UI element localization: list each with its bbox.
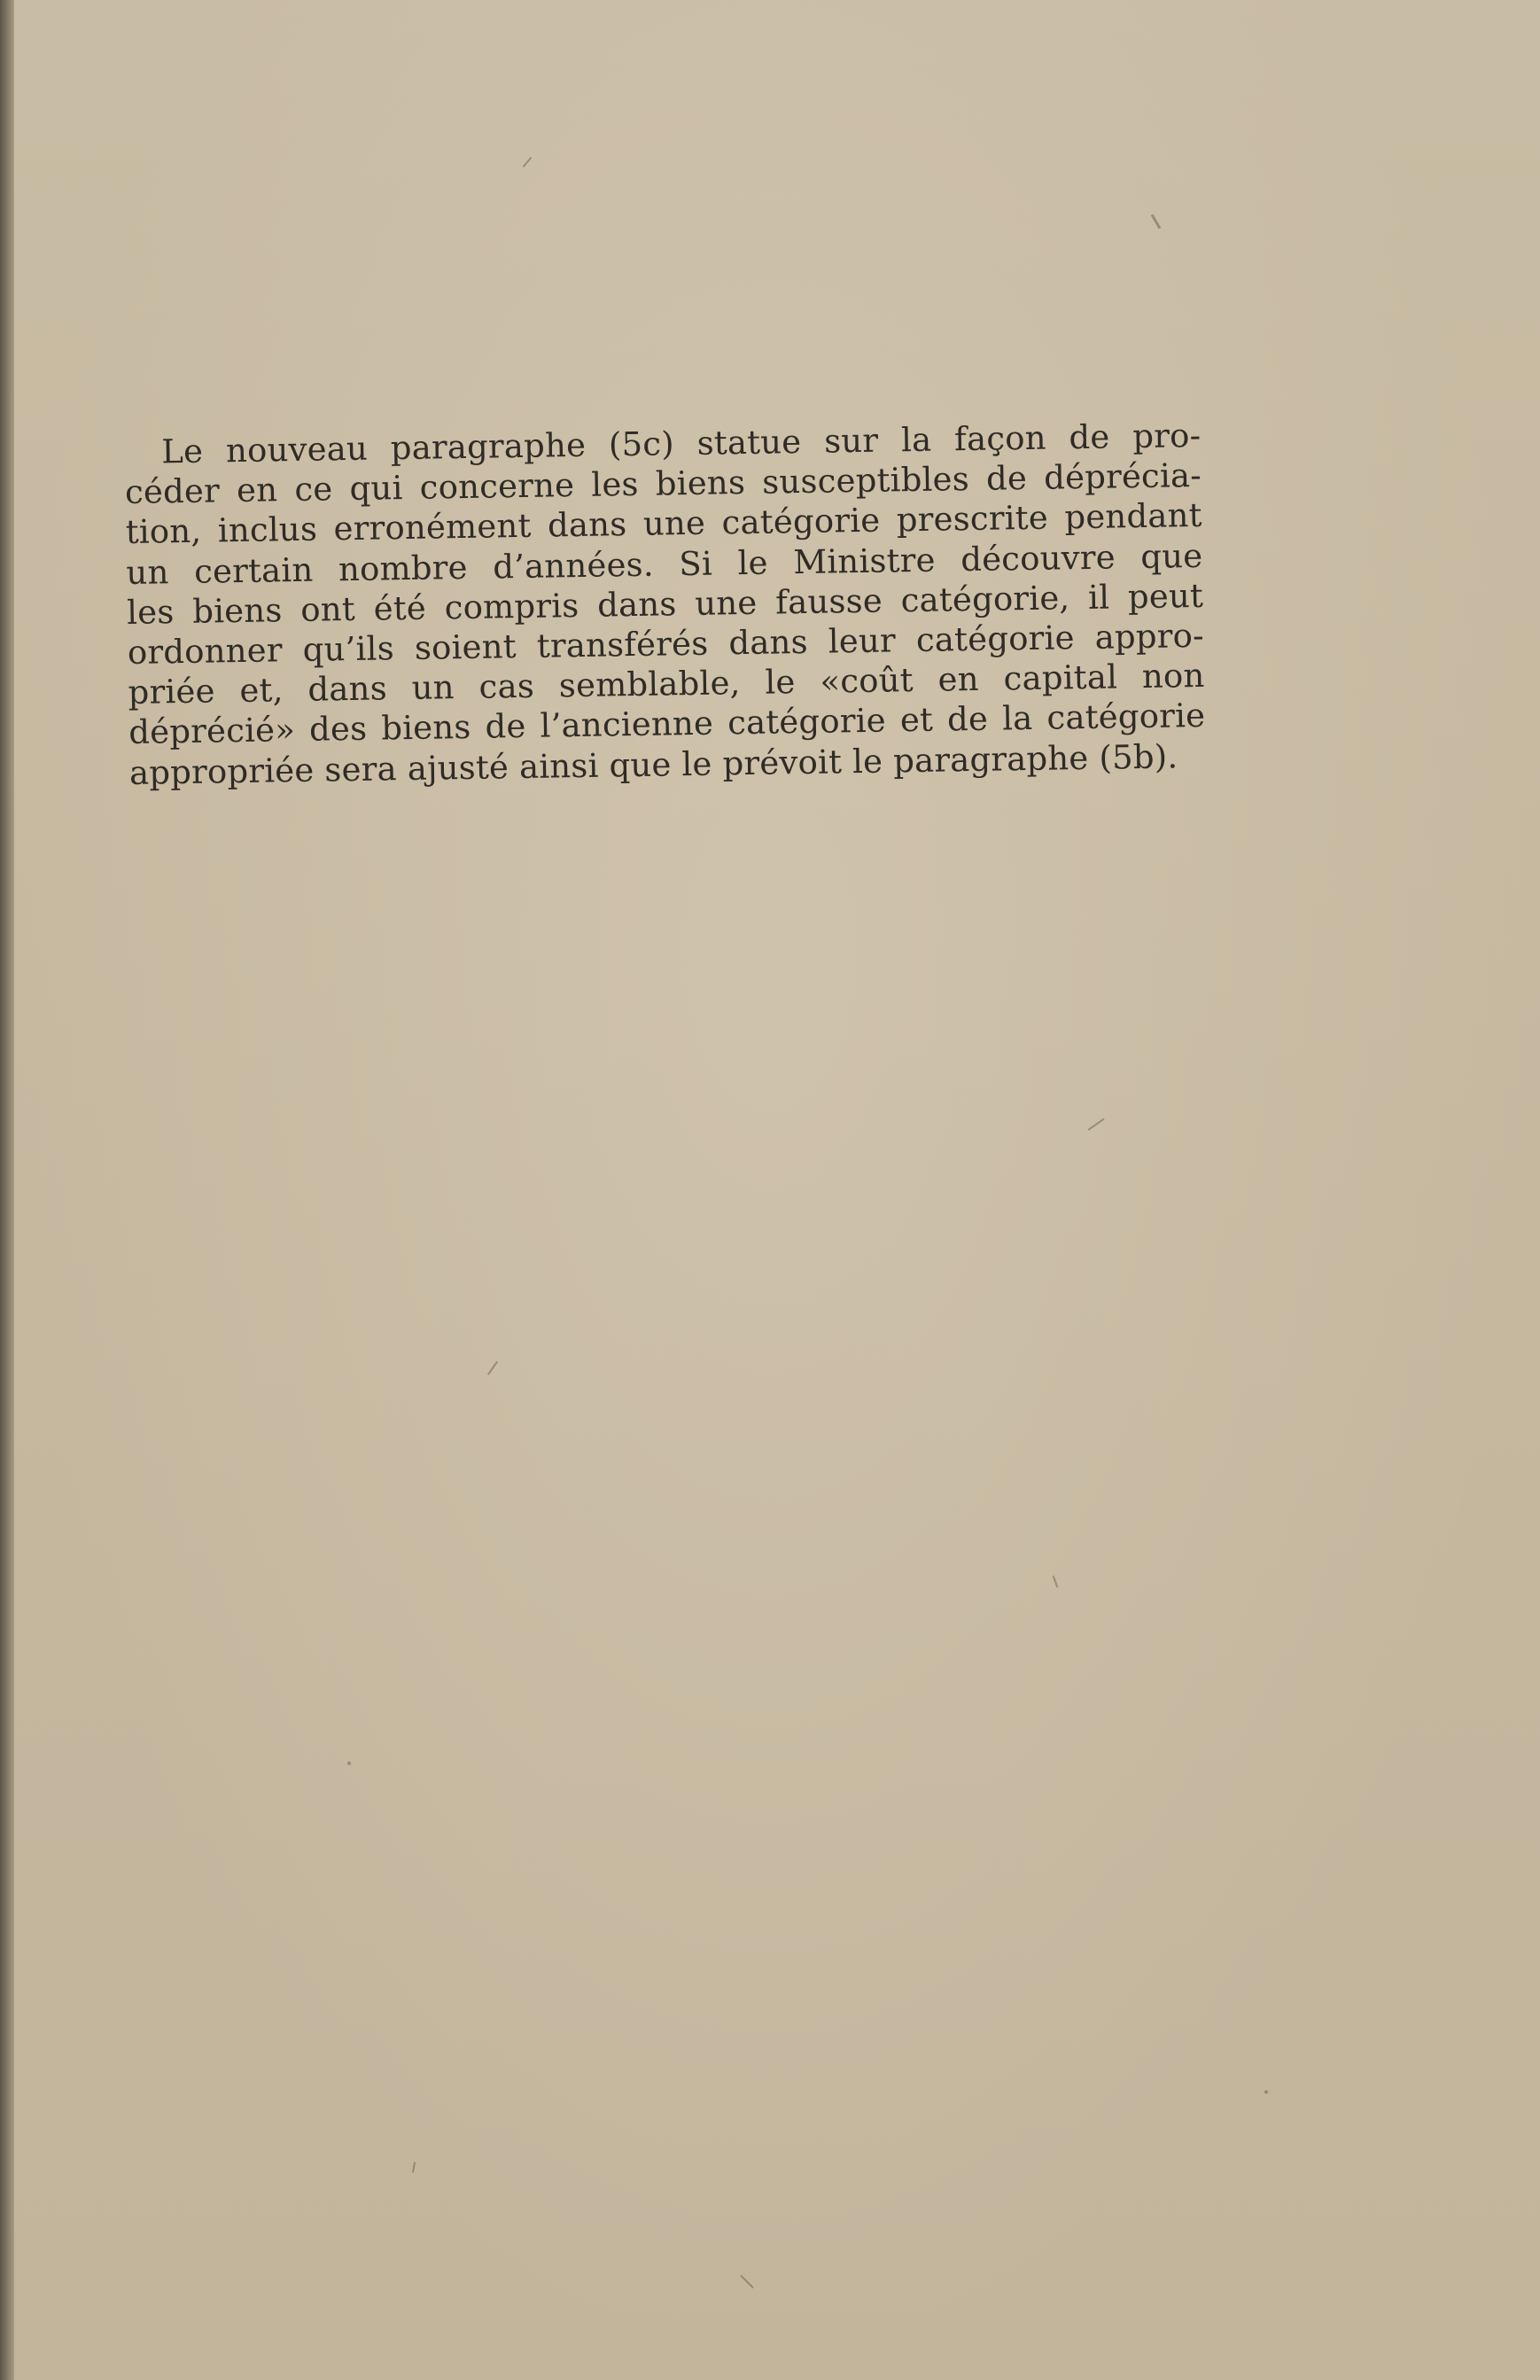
paper-speck <box>487 1361 498 1375</box>
paragraph-line: tion, inclus erronément dans une catégorie prescrite pendant <box>125 496 1202 552</box>
paragraph-line: les biens ont été compris dans une fausse catégorie, il peut <box>126 576 1204 632</box>
paper-speck <box>1053 1575 1059 1588</box>
paragraph-line: céder en ce qui concerne les biens susceptibles de déprécia- <box>124 456 1202 512</box>
paper-speck <box>1087 1118 1104 1131</box>
paragraph-line: un certain nombre d’années. Si le Ministre découvre que <box>126 536 1203 592</box>
paragraph-line: Le nouveau paragraphe (5c) statue sur la façon de pro- <box>161 416 1202 471</box>
paper-speck <box>347 1762 351 1765</box>
paper-speck <box>1151 214 1162 229</box>
binding-edge <box>0 0 14 2380</box>
paragraph-line: appropriée sera ajusté ainsi que le prévoit le paragraphe (5b). <box>128 736 1178 792</box>
paragraph-text <box>124 416 1206 793</box>
paragraph-line: déprécié» des biens de l’ancienne catégorie et de la catégorie <box>128 696 1206 752</box>
paper-speck <box>523 157 533 167</box>
paragraph-line: priée et, dans un cas semblable, le «coût en capital non <box>128 657 1205 712</box>
paper-speck <box>412 2162 416 2173</box>
paragraph-line: ordonner qu’ils soient transférés dans leur catégorie appro- <box>127 616 1205 672</box>
paper-speck <box>740 2275 754 2289</box>
paper-speck <box>1264 2090 1268 2094</box>
